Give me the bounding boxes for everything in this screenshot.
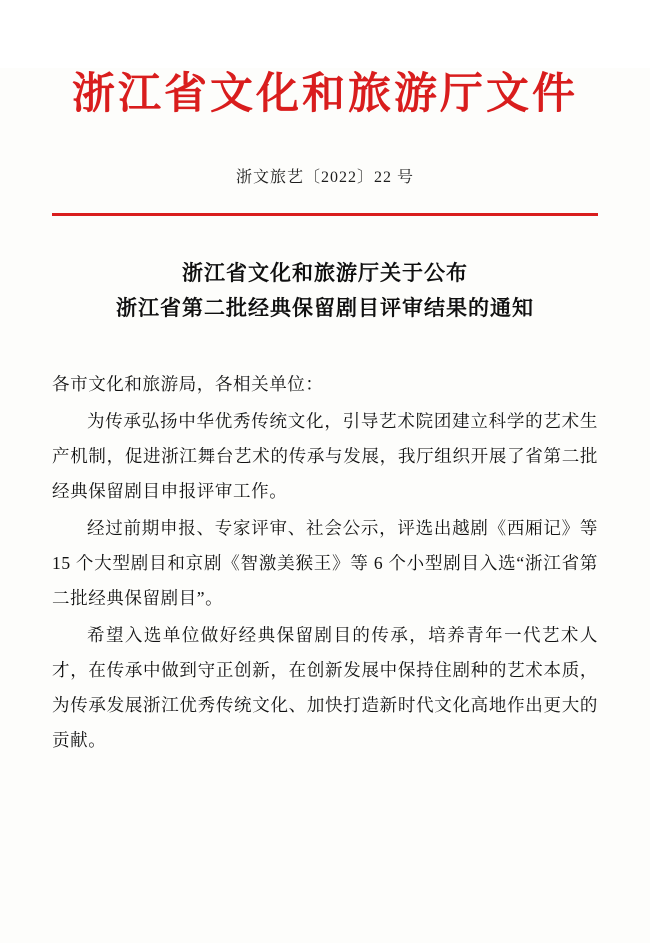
document-page <box>0 68 650 943</box>
document-number: 浙文旅艺〔2022〕22 号 <box>235 168 414 186</box>
body-paragraph-3: 希望入选单位做好经典保留剧目的传承，培养青年一代艺术人才，在传承中做到守正创新，在创新发展中保持住剧种的艺术本质，为传承发展浙江优秀传统文化、加快打造新时代文化高地作出更大的贡献。 <box>52 625 598 751</box>
body-paragraph-2: 经过前期申报、专家评审、社会公示，评选出越剧《西厢记》等 15 个大型剧目和京剧《智激美猴王》等 6 个小型剧目入选“浙江省第二批经典保留剧目”。 <box>52 518 598 609</box>
document-body <box>52 367 598 758</box>
document-subject <box>52 256 598 327</box>
subject-line-2: 浙江省第二批经典保留剧目评审结果的通知 <box>116 296 534 321</box>
subject-line-1: 浙江省文化和旅游厅关于公布 <box>182 260 468 285</box>
body-paragraph-1: 为传承弘扬中华优秀传统文化，引导艺术院团建立科学的艺术生产机制，促进浙江舞台艺术的传承与发展，我厅组织开展了省第二批经典保留剧目申报评审工作。 <box>52 411 598 502</box>
salutation: 各市文化和旅游局，各相关单位： <box>52 374 324 395</box>
document-title: 浙江省文化和旅游厅文件 <box>72 71 578 118</box>
red-divider-rule <box>52 213 598 216</box>
